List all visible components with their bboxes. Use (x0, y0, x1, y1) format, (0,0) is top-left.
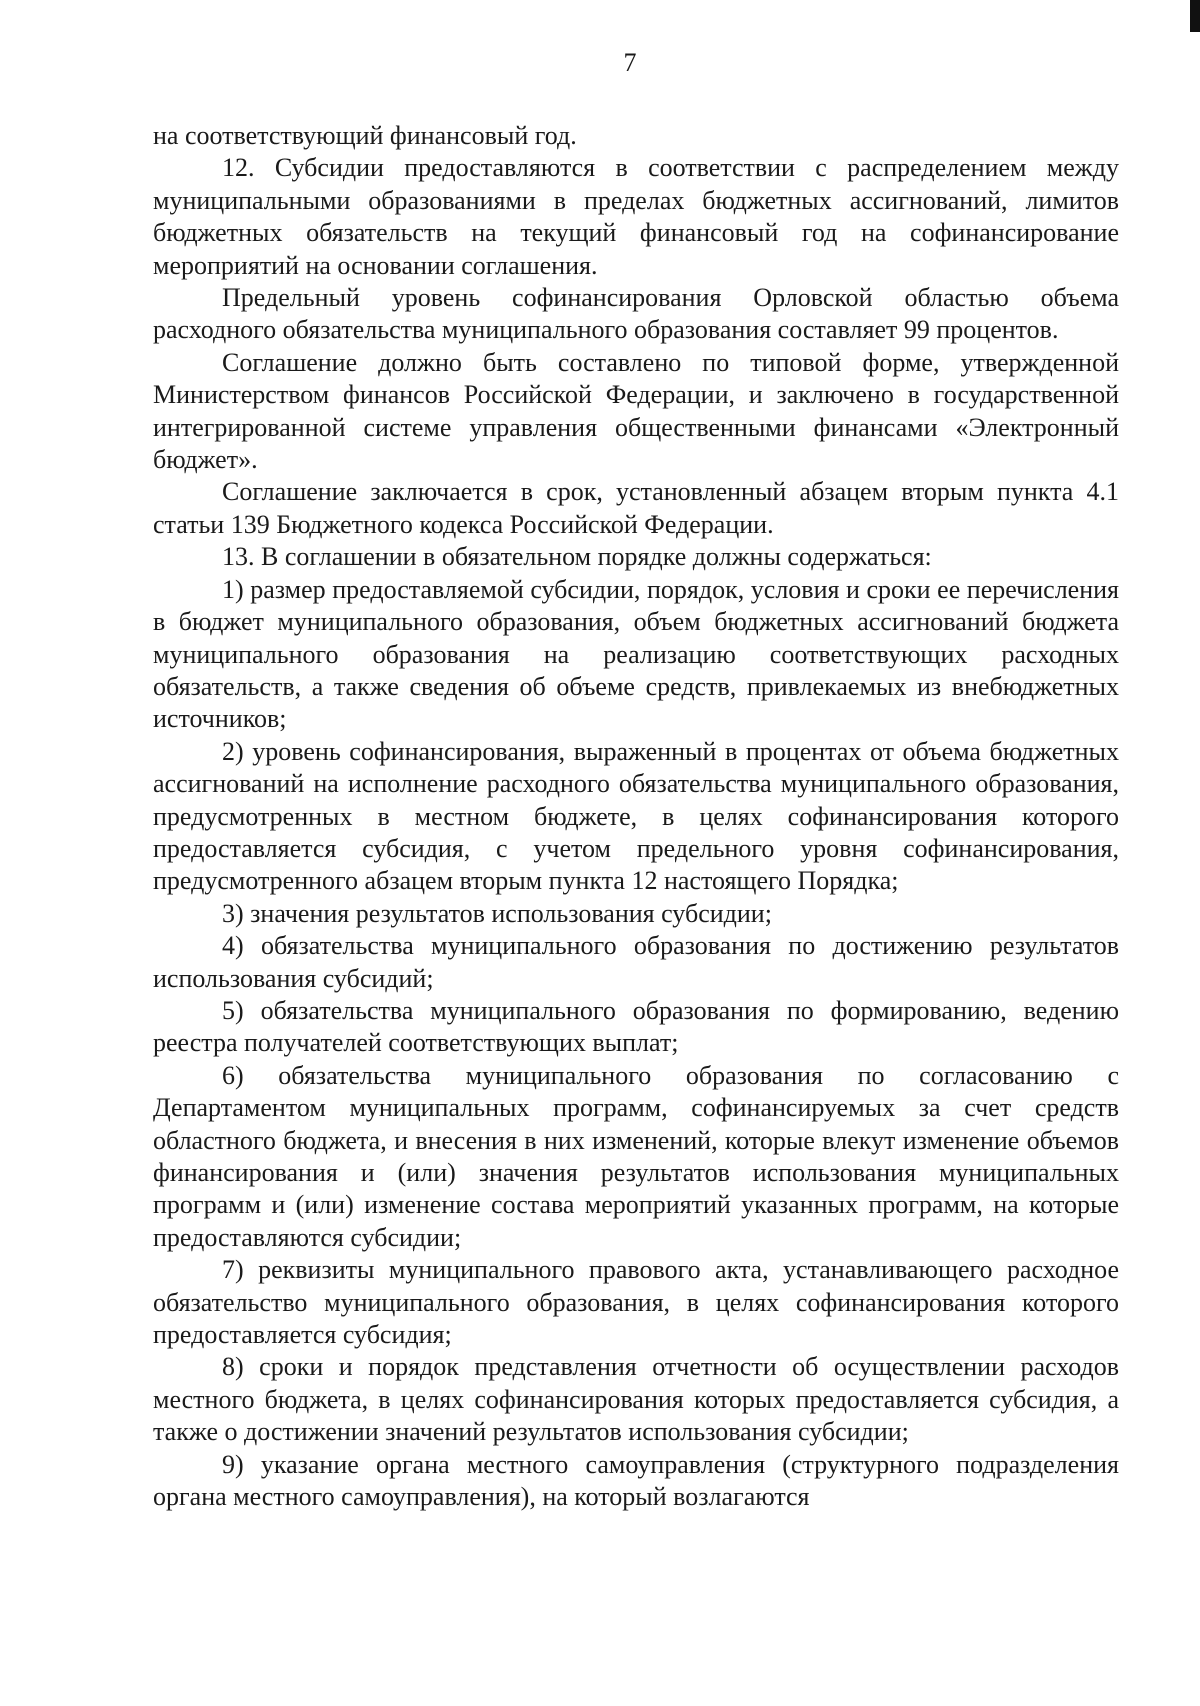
paragraph: 9) указание органа местного самоуправления (структурного подразделения органа местного самоуправления), на который возлагаются (153, 1449, 1119, 1512)
page-number: 7 (623, 48, 637, 77)
paragraph: Соглашение заключается в срок, установленный абзацем вторым пункта 4.1 статьи 139 Бюджетного кодекса Российской Федерации. (153, 477, 1119, 539)
paragraph: Соглашение должно быть составлено по типовой форме, утвержденной Министерством финансов Российской Федерации, и заключено в государственной интегрированной системе управления общественными финансами «Электронный бюджет». (153, 347, 1119, 475)
paragraph: 7) реквизиты муниципального правового акта, устанавливающего расходное обязательство муниципального образования, в целях софинансирования которого предоставляется субсидия; (153, 1255, 1119, 1350)
paragraph: 12. Субсидии предоставляются в соответствии с распределением между муниципальными образованиями в пределах бюджетных ассигнований, лимитов бюджетных обязательств на текущий финансовый год на софинансирование мероприятий на основании соглашения. (153, 153, 1119, 280)
paragraph: 1) размер предоставляемой субсидии, порядок, условия и сроки ее перечисления в бюджет муниципального образования, объем бюджетных ассигнований бюджета муниципального образования на реализацию соответствующих расходных обязательств, а также сведения об объеме средств, привлекаемых из внебюджетных источников; (153, 574, 1119, 734)
paragraph: 2) уровень софинансирования, выраженный в процентах от объема бюджетных ассигнований на исполнение расходного обязательства муниципального образования, предусмотренных в местном бюджете, в целях софинансирования которого предоставляется субсидия, с учетом предельного уровня софинансирования, предусмотренного абзацем вторым пункта 12 настоящего Порядка; (153, 736, 1119, 896)
paragraph: 8) сроки и порядок представления отчетности об осуществлении расходов местного бюджета, в целях софинансирования которых предоставляется субсидия, а также о достижении значений результатов использования субсидии; (153, 1352, 1119, 1447)
paragraph: Предельный уровень софинансирования Орловской областью объема расходного обязательства муниципального образования составляет 99 процентов. (153, 283, 1119, 345)
document-body (153, 120, 1119, 1513)
paragraph: 4) обязательства муниципального образования по достижению результатов использования субсидий; (153, 931, 1119, 993)
paragraph: на соответствующий финансовый год. (153, 121, 577, 150)
scan-corner-mark (1190, 0, 1200, 32)
paragraph: 13. В соглашении в обязательном порядке должны содержаться: (222, 542, 932, 572)
paragraph: 6) обязательства муниципального образования по согласованию с Департаментом муниципальных программ, софинансируемых за счет средств областного бюджета, и внесения в них изменений, которые влекут изменение объемов финансирования и (или) значения результатов использования муниципальных программ и (или) изменение состава мероприятий указанных программ, на которые предоставляются субсидии; (153, 1060, 1119, 1252)
paragraph: 5) обязательства муниципального образования по формированию, ведению реестра получателей соответствующих выплат; (153, 995, 1119, 1058)
paragraph: 3) значения результатов использования субсидии; (222, 898, 772, 928)
